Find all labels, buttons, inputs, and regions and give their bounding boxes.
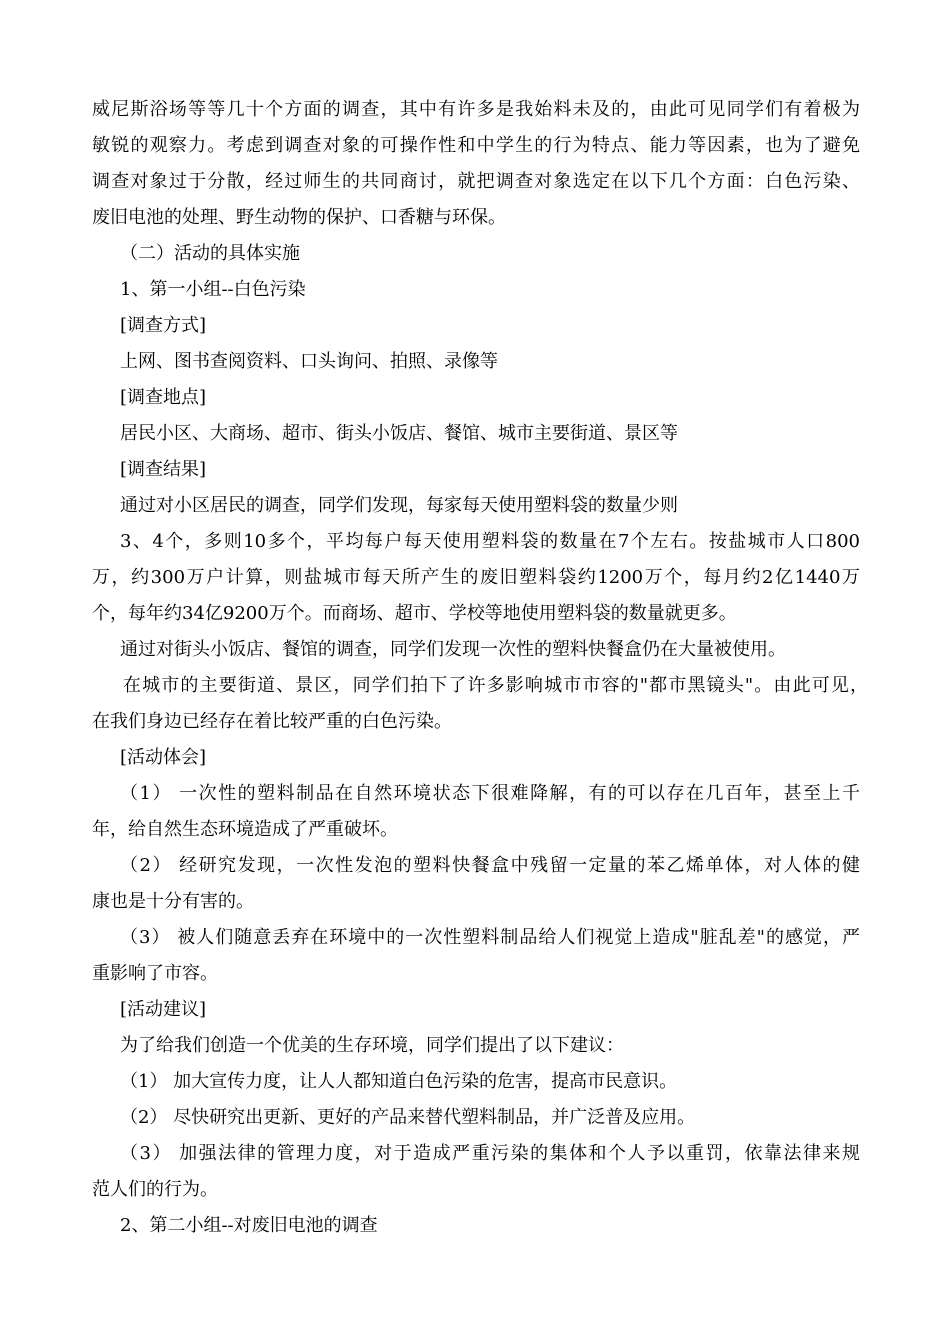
list-item: （3） 被人们随意丢弃在环境中的一次性塑料制品给人们视觉上造成"脏乱差"的感觉，严 xyxy=(120,927,860,948)
group-heading: 2、第二小组--对废旧电池的调查 xyxy=(120,1215,378,1236)
paragraph-line: 废旧电池的处理、野生动物的保护、口香糖与环保。 xyxy=(92,207,506,228)
paragraph-line: 为了给我们创造一个优美的生存环境，同学们提出了以下建议： xyxy=(120,1035,624,1056)
list-item: 重影响了市容。 xyxy=(92,963,218,984)
list-item: 范人们的行为。 xyxy=(92,1179,218,1200)
paragraph-line: 个，每年约34亿9200万个。而商场、超市、学校等地使用塑料袋的数量就更多。 xyxy=(92,603,737,624)
paragraph-line: 在城市的主要街道、景区，同学们拍下了许多影响城市市容的"都市黑镜头"。由此可见， xyxy=(123,675,868,696)
paragraph-line: 通过对街头小饭店、餐馆的调查，同学们发现一次性的塑料快餐盒仍在大量被使用。 xyxy=(120,639,786,660)
list-item: （1） 一次性的塑料制品在自然环境状态下很难降解，有的可以存在几百年，甚至上千 xyxy=(120,783,860,804)
paragraph-line: 在我们身边已经存在着比较严重的白色污染。 xyxy=(92,711,452,732)
group-heading: 1、第一小组--白色污染 xyxy=(120,279,306,300)
subsection-label: [活动体会] xyxy=(120,747,207,768)
paragraph-line: 3、4个，多则10多个，平均每户每天使用塑料袋的数量在7个左右。按盐城市人口800 xyxy=(120,531,860,552)
list-item: （1） 加大宣传力度，让人人都知道白色污染的危害，提高市民意识。 xyxy=(120,1071,678,1092)
paragraph-line: 居民小区、大商场、超市、街头小饭店、餐馆、城市主要街道、景区等 xyxy=(120,423,678,444)
paragraph-line: 通过对小区居民的调查，同学们发现，每家每天使用塑料袋的数量少则 xyxy=(120,495,678,516)
list-item: 康也是十分有害的。 xyxy=(92,891,254,912)
section-heading: （二）活动的具体实施 xyxy=(120,243,300,264)
paragraph-line: 调查对象过于分散，经过师生的共同商讨，就把调查对象选定在以下几个方面：白色污染、 xyxy=(92,171,860,192)
list-item: （3） 加强法律的管理力度，对于造成严重污染的集体和个人予以重罚，依靠法律来规 xyxy=(120,1143,860,1164)
subsection-label: [活动建议] xyxy=(120,999,207,1020)
subsection-label: [调查地点] xyxy=(120,387,207,408)
paragraph-line: 威尼斯浴场等等几十个方面的调查，其中有许多是我始料未及的，由此可见同学们有着极为 xyxy=(92,99,860,120)
subsection-label: [调查方式] xyxy=(120,315,207,336)
subsection-label: [调查结果] xyxy=(120,459,207,480)
paragraph-line: 万，约300万户计算，则盐城市每天所产生的废旧塑料袋约1200万个，每月约2亿1440万 xyxy=(92,567,860,588)
list-item: （2） 经研究发现，一次性发泡的塑料快餐盒中残留一定量的苯乙烯单体，对人体的健 xyxy=(120,855,860,876)
paragraph-line: 上网、图书查阅资料、口头询问、拍照、录像等 xyxy=(120,351,498,372)
paragraph-line: 敏锐的观察力。考虑到调查对象的可操作性和中学生的行为特点、能力等因素，也为了避免 xyxy=(92,135,860,156)
list-item: （2） 尽快研究出更新、更好的产品来替代塑料制品，并广泛普及应用。 xyxy=(120,1107,696,1128)
list-item: 年，给自然生态环境造成了严重破坏。 xyxy=(92,819,398,840)
